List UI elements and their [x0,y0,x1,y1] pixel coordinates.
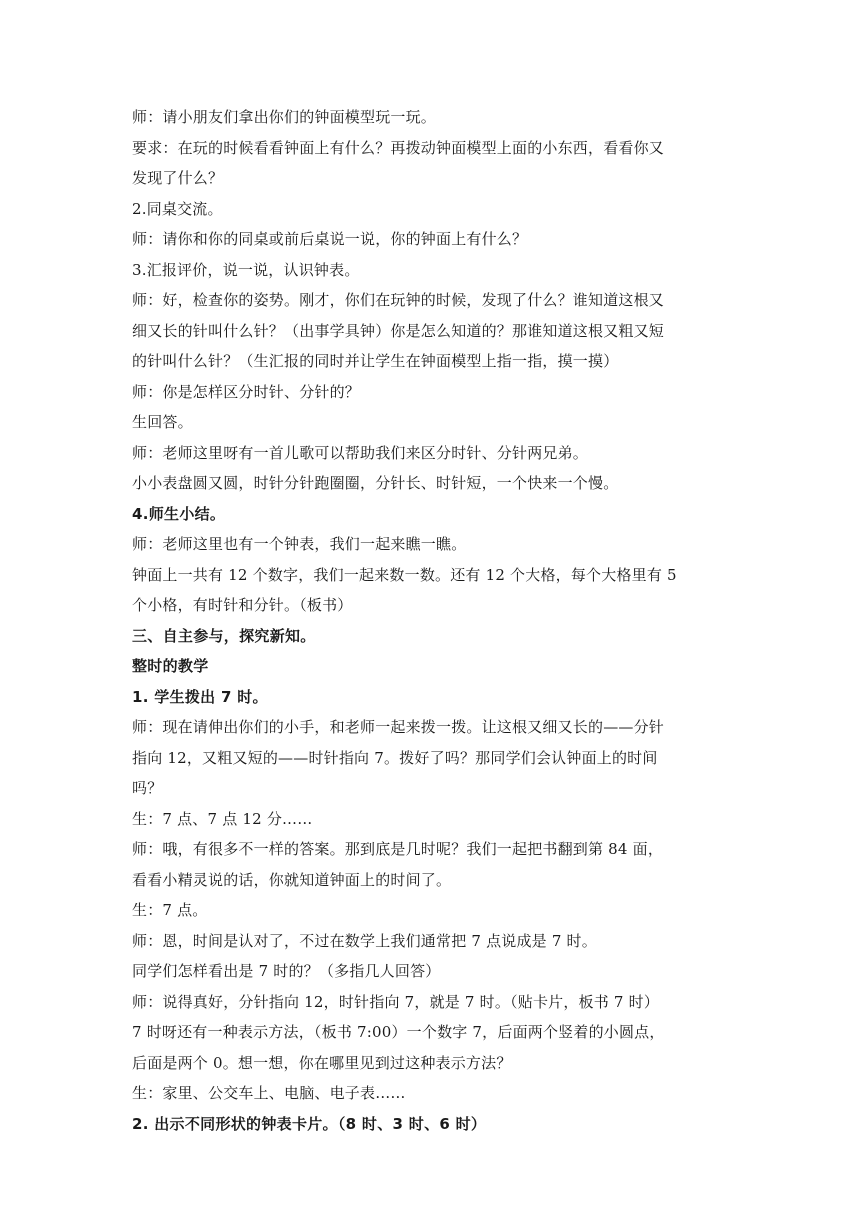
text-line: 师：请你和你的同桌或前后桌说一说，你的钟面上有什么？ [132,230,528,248]
text-line: 生：7 点。 [132,901,208,919]
heading-line: 整时的教学 [132,657,209,675]
text-line: 师：你是怎样区分时针、分针的？ [132,382,361,401]
text-line: 7 时呀还有一种表示方法，（板书 7:00）一个数字 7，后面两个竖着的小圆点， [132,1023,665,1041]
text-line: 生：家里、公交车上、电脑、电子表…… [132,1084,406,1102]
document-body [132,102,732,1139]
text-line: 指向 12，又粗又短的——时针指向 7。拨好了吗？那同学们会认钟面上的时间 [132,748,658,767]
text-line: 同学们怎样看出是 7 时的？（多指几人回答） [132,962,441,980]
text-line: 师：好，检查你的姿势。刚才，你们在玩钟的时候，发现了什么？谁知道这根又 [132,291,665,309]
text-line: 发现了什么？ [132,169,224,187]
text-line: 生回答。 [132,413,193,431]
text-line: 后面是两个 0。想一想，你在哪里见到过这种表示方法？ [132,1053,512,1072]
text-line: 师：请小朋友们拿出你们的钟面模型玩一玩。 [132,108,437,126]
heading-line: 4.师生小结。 [132,504,226,523]
text-line: 师：现在请伸出你们的小手，和老师一起来拨一拨。让这根又细又长的——分针 [132,718,665,736]
text-line: 细又长的针叫什么针？（出事学具钟）你是怎么知道的？那谁知道这根又粗又短 [132,321,665,340]
text-line: 师：哦，有很多不一样的答案。那到底是几时呢？我们一起把书翻到第 84 面， [132,840,664,858]
text-line: 师：恩，时间是认对了，不过在数学上我们通常把 7 点说成是 7 时。 [132,931,597,950]
text-line: 钟面上一共有 12 个数字，我们一起来数一数。还有 12 个大格，每个大格里有 5 [132,565,677,584]
text-line: 个小格，有时针和分针。（板书） [132,596,353,614]
text-line: 吗？ [132,779,163,797]
text-line: 师：老师这里呀有一首儿歌可以帮助我们来区分时针、分针两兄弟。 [132,443,589,462]
text-line: 要求：在玩的时候看看钟面上有什么？再拨动钟面模型上面的小东西，看看你又 [132,138,665,157]
text-line: 生：7 点、7 点 12 分…… [132,809,313,828]
text-line: 看看小精灵说的话，你就知道钟面上的时间了。 [132,870,452,889]
text-line: 小小表盘圆又圆，时针分针跑圈圈，分针长、时针短，一个快来一个慢。 [132,474,619,492]
text-line: 3.汇报评价，说一说，认识钟表。 [132,260,360,279]
heading-line: 2. 出示不同形状的钟表卡片。（8 时、3 时、6 时） [132,1114,487,1133]
text-line: 师：老师这里也有一个钟表，我们一起来瞧一瞧。 [132,535,467,553]
text-line: 的针叫什么针？（生汇报的同时并让学生在钟面模型上指一指，摸一摸） [132,352,619,370]
heading-line: 三、自主参与，探究新知。 [132,626,316,645]
text-line: 师：说得真好，分针指向 12，时针指向 7，就是 7 时。（贴卡片，板书 7 时） [132,992,660,1011]
heading-line: 1. 学生拨出 7 时。 [132,687,268,706]
text-line: 2.同桌交流。 [132,199,223,218]
